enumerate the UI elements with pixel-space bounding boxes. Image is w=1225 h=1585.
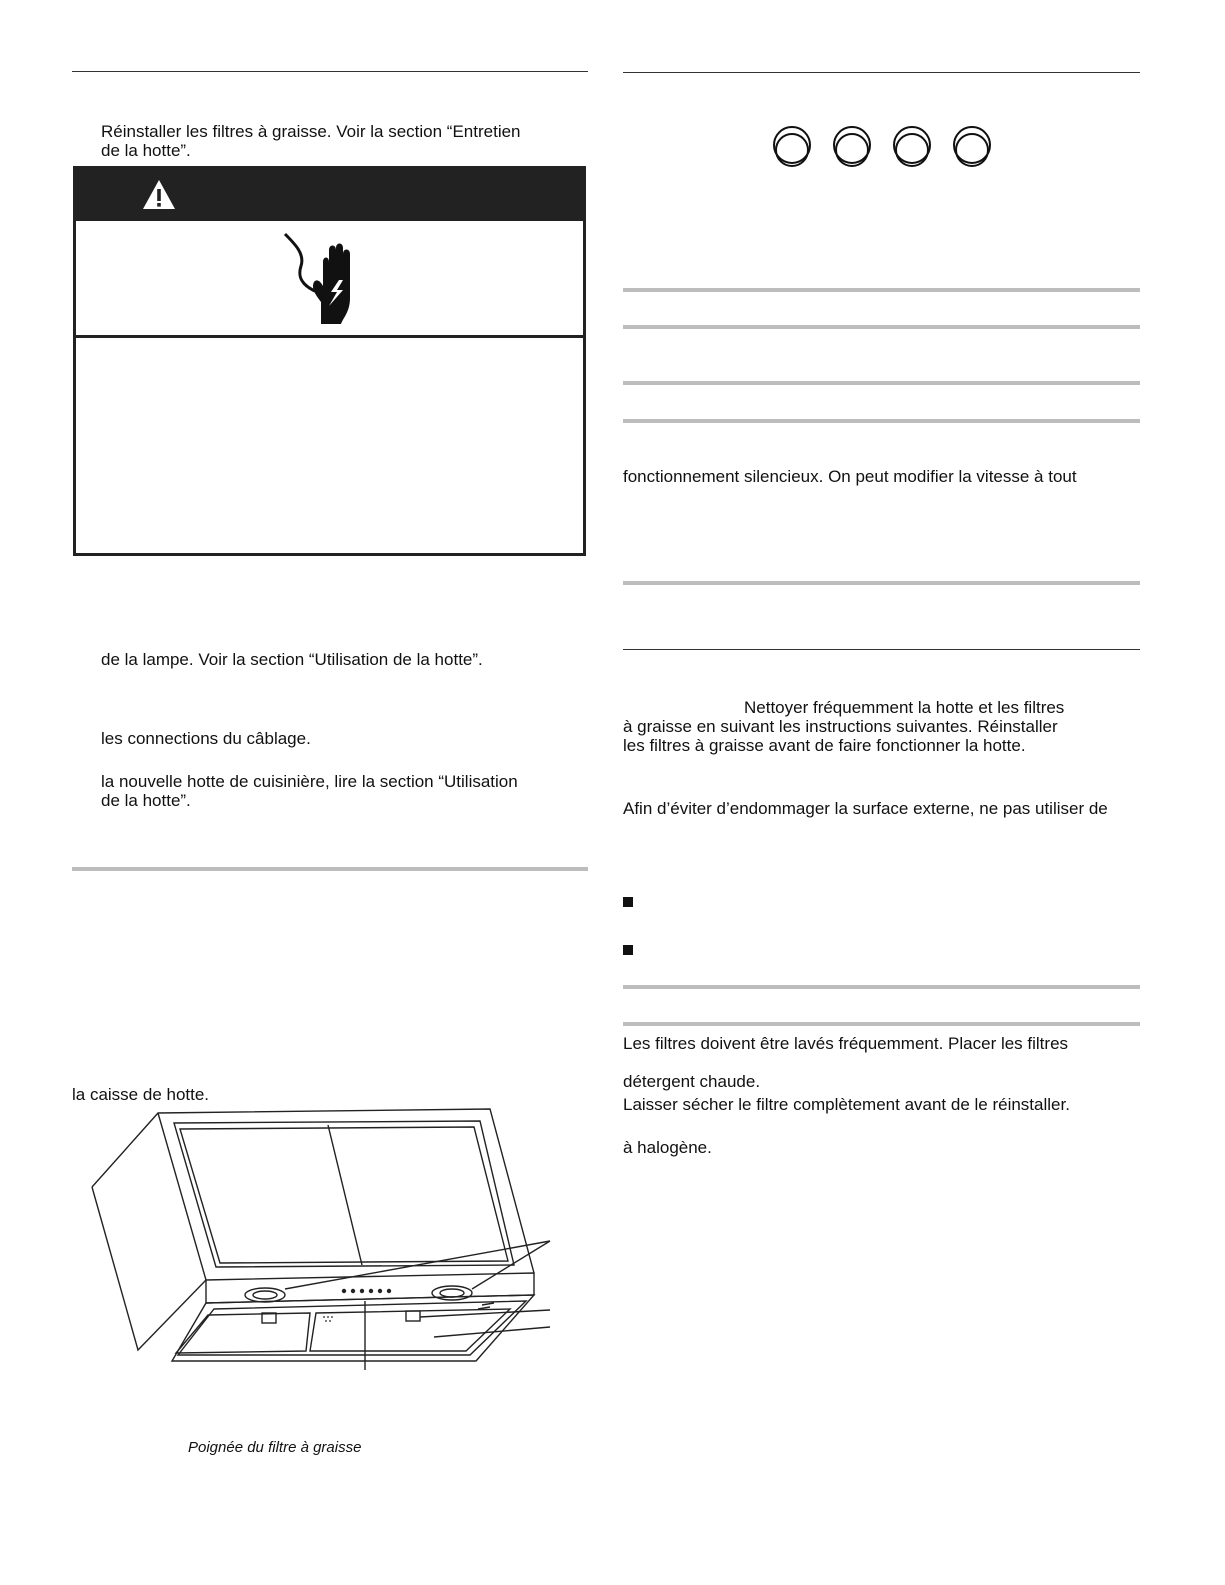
filters-text-line1: Les filtres doivent être lavés fréquemment. Placer les filtres <box>623 1034 1069 1053</box>
surface-text-line: Afin d’éviter d’endommager la surface externe, ne pas utiliser de <box>623 799 1108 818</box>
control-button-icon <box>832 125 872 169</box>
caisse-text-line: la caisse de hotte. <box>72 1085 210 1104</box>
filters-text-line2: détergent chaude. <box>623 1072 761 1091</box>
clean-text-line2: à graisse en suivant les instructions suivantes. Réinstaller <box>623 717 1058 736</box>
new-hood-text-line1: la nouvelle hotte de cuisinière, lire la section “Utilisation <box>101 772 518 791</box>
section-rule-right-1 <box>623 288 1140 292</box>
new-hood-text-line2: de la hotte”. <box>101 791 191 810</box>
section-rule-left <box>72 867 588 871</box>
square-bullet-icon <box>623 897 633 907</box>
section-rule-right-5 <box>623 581 1140 585</box>
section-rule-right-6 <box>623 649 1140 650</box>
control-button-icon <box>892 125 932 169</box>
reinstall-text-line1: Réinstaller les filtres à graisse. Voir la section “Entretien <box>101 122 521 141</box>
section-rule-right-2 <box>623 325 1140 329</box>
clean-text-line1: Nettoyer fréquemment la hotte et les filtres <box>744 698 1065 717</box>
silent-text-line: fonctionnement silencieux. On peut modifier la vitesse à tout <box>623 467 1077 486</box>
filters-text-line3: Laisser sécher le filtre complètement avant de le réinstaller. <box>623 1095 1070 1114</box>
top-rule-left <box>72 71 588 72</box>
warning-divider <box>76 335 583 338</box>
range-hood-illustration <box>90 1105 560 1375</box>
halogen-text-line: à halogène. <box>623 1138 712 1157</box>
section-rule-right-4 <box>623 419 1140 423</box>
wiring-text-line: les connections du câblage. <box>101 729 311 748</box>
control-button-icon <box>952 125 992 169</box>
section-rule-right-8 <box>623 1022 1140 1026</box>
lamp-text-line: de la lampe. Voir la section “Utilisation de la hotte”. <box>101 650 483 669</box>
reinstall-text-line2: de la hotte”. <box>101 141 191 160</box>
control-button-icon <box>772 125 812 169</box>
square-bullet-icon <box>623 945 633 955</box>
top-rule-right <box>623 72 1140 73</box>
warning-header-bar <box>76 169 583 221</box>
warning-box <box>73 166 586 556</box>
section-rule-right-7 <box>623 985 1140 989</box>
electric-shock-hand-icon <box>281 232 363 326</box>
clean-text-line3: les filtres à graisse avant de faire fonctionner la hotte. <box>623 736 1026 755</box>
warning-triangle-icon <box>141 178 177 211</box>
section-rule-right-3 <box>623 381 1140 385</box>
figure-caption: Poignée du filtre à graisse <box>188 1439 362 1456</box>
